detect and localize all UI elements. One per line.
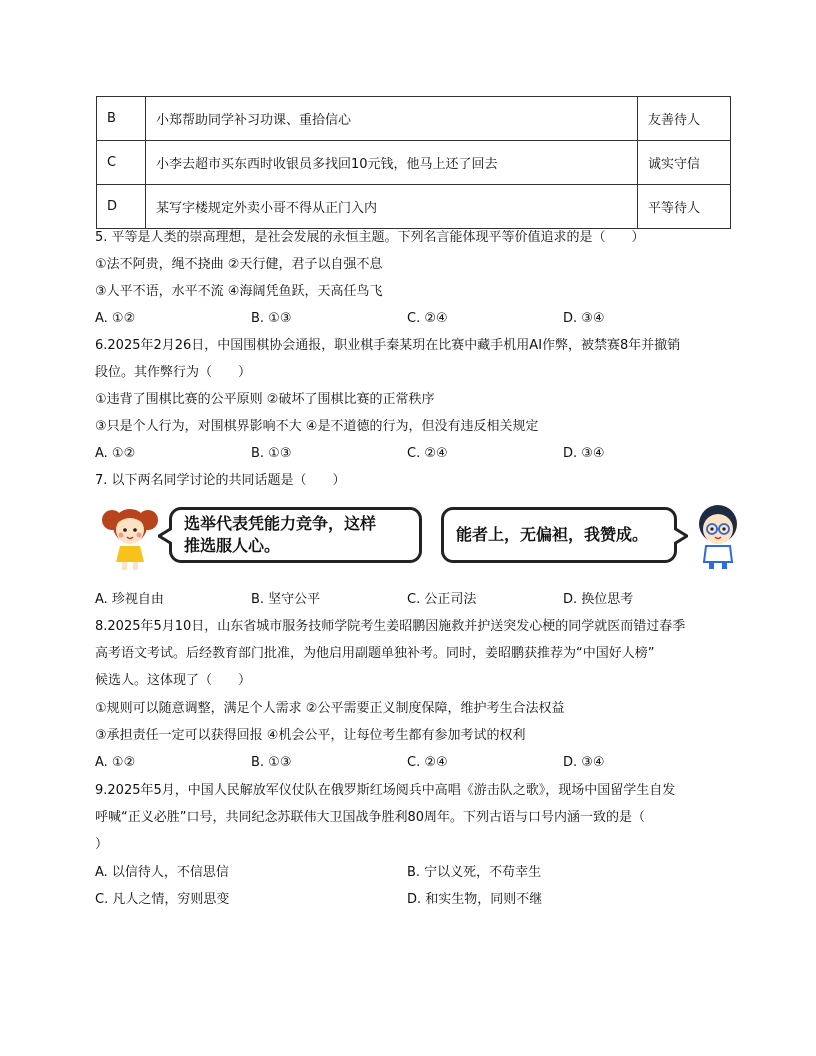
option-d[interactable]: D. ③④ <box>563 311 605 326</box>
option-d[interactable]: D. ③④ <box>563 755 605 770</box>
option-a[interactable]: A. ①② <box>95 311 136 326</box>
row-value: 友善待人 <box>638 97 731 141</box>
row-value: 诚实守信 <box>638 141 731 185</box>
q5-options <box>95 310 735 328</box>
option-a[interactable]: A. 珍视自由 <box>95 592 164 607</box>
q9-options-row-1 <box>95 864 735 882</box>
row-letter: D <box>97 185 146 229</box>
option-b[interactable]: B. ①③ <box>251 311 292 326</box>
option-d[interactable]: D. ③④ <box>563 446 605 461</box>
option-c[interactable]: C. ②④ <box>407 446 448 461</box>
q5-stem: 5. 平等是人类的崇高理想，是社会发展的永恒主题。下列名言能体现平等价值追求的是（ ） <box>95 230 645 245</box>
row-content: 小郑帮助同学补习功课、重拾信心 <box>146 97 638 141</box>
table-row <box>97 185 731 229</box>
row-letter: B <box>97 97 146 141</box>
q9-stem-1: 9.2025年5月，中国人民解放军仪仗队在俄罗斯红场阅兵中高唱《游击队之歌》，现场中国留学生自发 <box>95 783 676 798</box>
row-letter: C <box>97 141 146 185</box>
q8-stem-2: 高考语文考试。后经教育部门批准，为他启用副题单独补考。同时，姜昭鹏获推荐为“中国好人榜” <box>95 646 655 661</box>
option-b[interactable]: B. 宁以义死，不苟幸生 <box>407 865 542 880</box>
option-a[interactable]: A. ①② <box>95 446 136 461</box>
row-content: 小李去超市买东西时收银员多找回10元钱，他马上还了回去 <box>146 141 638 185</box>
q5-statements-1: ①法不阿贵，绳不挠曲 ②天行健，君子以自强不息 <box>95 257 383 272</box>
option-c[interactable]: C. 公正司法 <box>407 592 477 607</box>
table-row <box>97 97 731 141</box>
option-d[interactable]: D. 换位思考 <box>563 592 634 607</box>
table-row <box>97 141 731 185</box>
speech-bubble-right <box>441 507 677 563</box>
boy-avatar-icon <box>692 500 744 570</box>
option-b[interactable]: B. ①③ <box>251 755 292 770</box>
q6-options <box>95 445 735 463</box>
option-a[interactable]: A. 以信待人，不信思信 <box>95 865 229 880</box>
option-d[interactable]: D. 和实生物，同则不继 <box>407 892 543 907</box>
row-content: 某写字楼规定外卖小哥不得从正门入内 <box>146 185 638 229</box>
bubble-left-line-1: 选举代表凭能力竞争，这样 <box>184 514 377 533</box>
q6-stem-2: 段位。其作弊行为（ ） <box>95 365 252 380</box>
options-table <box>96 96 731 229</box>
q9-stem-2: 呼喊“正义必胜”口号，共同纪念苏联伟大卫国战争胜利80周年。下列古语与口号内涵一致的是（ <box>95 810 646 825</box>
q6-statements-2: ③只是个人行为，对围棋界影响不大 ④是不道德的行为，但没有违反相关规定 <box>95 419 539 434</box>
option-c[interactable]: C. 凡人之情，穷则思变 <box>95 892 230 907</box>
row-value: 平等待人 <box>638 185 731 229</box>
q8-statements-1: ①规则可以随意调整，满足个人需求 ②公平需要正义制度保障，维护考生合法权益 <box>95 701 565 716</box>
q6-statements-1: ①违背了围棋比赛的公平原则 ②破坏了围棋比赛的正常秩序 <box>95 392 435 407</box>
bubble-right-text: 能者上，无偏袒，我赞成。 <box>456 525 649 544</box>
option-c[interactable]: C. ②④ <box>407 755 448 770</box>
option-c[interactable]: C. ②④ <box>407 311 448 326</box>
girl-avatar-icon <box>100 502 160 572</box>
q7-stem: 7. 以下两名同学讨论的共同话题是（ ） <box>95 473 346 488</box>
q7-options <box>95 591 735 609</box>
q9-options-row-2 <box>95 891 735 909</box>
dialogue-cartoon <box>96 500 744 572</box>
option-b[interactable]: B. 坚守公平 <box>251 592 321 607</box>
q8-stem-3: 候选人。这体现了（ ） <box>95 673 252 688</box>
q8-options <box>95 754 735 772</box>
q6-stem-1: 6.2025年2月26日，中国围棋协会通报，职业棋手秦某玥在比赛中藏手机用AI作弊，被禁赛8年并撤销 <box>95 338 681 353</box>
speech-bubble-left <box>169 507 422 563</box>
q8-stem-1: 8.2025年5月10日，山东省城市服务技师学院考生姜昭鹏因施救并护送突发心梗的同学就医而错过春季 <box>95 619 686 634</box>
bubble-left-line-2: 推选服人心。 <box>184 536 281 555</box>
q5-statements-2: ③人平不语，水平不流 ④海阔凭鱼跃，天高任鸟飞 <box>95 284 383 299</box>
q9-stem-3: ） <box>95 837 109 852</box>
q8-statements-2: ③承担责任一定可以获得回报 ④机会公平，让每位考生都有参加考试的权利 <box>95 728 526 743</box>
option-a[interactable]: A. ①② <box>95 755 136 770</box>
option-b[interactable]: B. ①③ <box>251 446 292 461</box>
